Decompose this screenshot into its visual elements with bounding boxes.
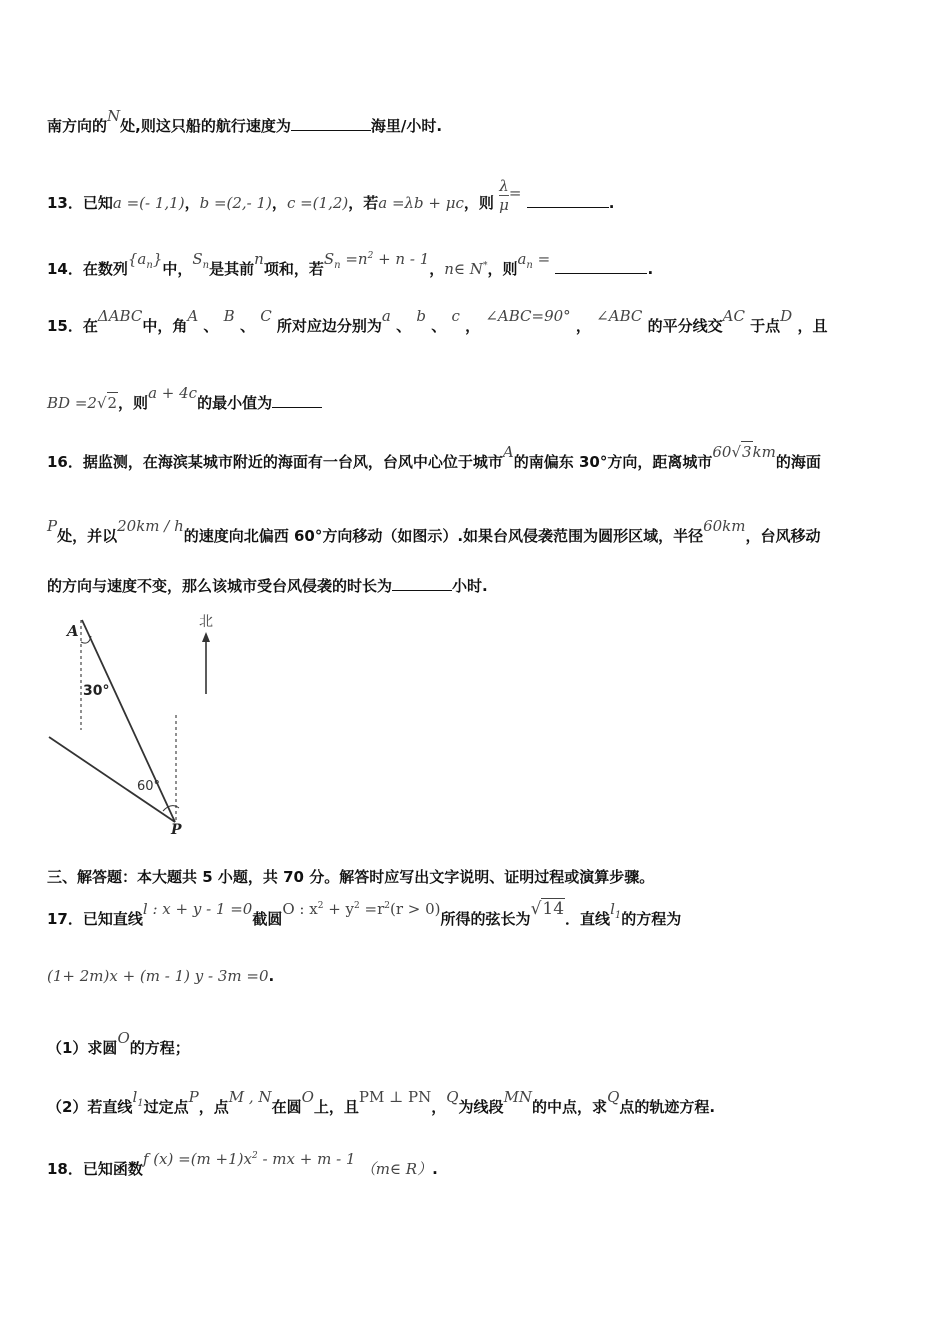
math: PM ⊥ PN	[358, 1088, 432, 1106]
text: 在圆	[271, 1098, 302, 1116]
math: }	[152, 250, 163, 268]
section-3-heading	[47, 867, 654, 887]
math: MN	[503, 1088, 533, 1106]
math: 60km	[703, 517, 746, 535]
text: 于点	[750, 317, 781, 335]
text: ，	[431, 1098, 447, 1116]
text: 的中点，求	[532, 1098, 608, 1116]
superscript: 2	[317, 901, 324, 911]
question-17: 17．已知直线l : x + y - 1 =0截圆O : $x^2 + y^2 =r^2(r > 0)$所得的弦长为√14．直线$l_1$的方程为	[47, 899, 682, 928]
math: M , N	[228, 1088, 272, 1106]
math: (r > 0)	[390, 900, 441, 918]
math: b	[416, 307, 426, 325]
text: .	[608, 194, 615, 212]
text: ，且	[797, 317, 828, 335]
math: Q	[446, 1088, 459, 1106]
math: A	[187, 307, 199, 325]
subscript: 1	[137, 1098, 144, 1109]
math-an	[517, 250, 551, 271]
question-17-part1	[47, 1029, 190, 1058]
math-nN	[444, 260, 487, 278]
math: ∠ABC	[596, 307, 643, 325]
subscript: n	[526, 260, 533, 271]
text: 的海面	[775, 453, 821, 471]
text: 所对应边分别为	[276, 317, 382, 335]
question-17-equation	[47, 966, 274, 986]
section-title: 三、解答题：本大题共 5 小题，共 70 分。解答时应写出文字说明、证明过程或演算步骤。	[47, 868, 655, 886]
label-P: P	[171, 822, 182, 838]
text: 项和，若	[263, 260, 324, 278]
text: ，	[271, 194, 287, 212]
math: c	[451, 307, 460, 325]
label-angle-30: 30°	[83, 683, 110, 699]
question-16-line3	[47, 576, 488, 596]
label-north: 北	[199, 614, 213, 630]
numerator: λ	[499, 177, 509, 195]
math: C	[260, 307, 272, 325]
text: 中，	[162, 260, 193, 278]
math: =r	[359, 900, 385, 918]
question-number: 15．在	[47, 317, 98, 335]
question-number: 17．已知直线	[47, 910, 143, 928]
label-angle-60: 60°	[137, 779, 161, 794]
question-18	[47, 1150, 438, 1179]
math-Sn	[192, 250, 210, 271]
line-ship-speed	[47, 107, 443, 136]
text: .	[647, 260, 654, 278]
question-17-part2	[47, 1088, 716, 1124]
text: 为线段	[458, 1098, 504, 1116]
math: l	[610, 900, 615, 918]
answer-blank	[392, 576, 452, 591]
math: BD =2	[47, 394, 97, 412]
math: （m∈ R）	[360, 1160, 433, 1178]
north-arrowhead	[202, 632, 210, 642]
text: ，	[465, 317, 481, 335]
text: ，	[429, 260, 445, 278]
question-14	[47, 250, 654, 286]
math: A	[502, 443, 514, 461]
question-16	[47, 443, 821, 472]
math: 60	[712, 443, 732, 461]
math: km	[752, 443, 776, 461]
text: 的速度向北偏西 60°方向移动（如图示）.如果台风侵袭范围为圆形区域，半径	[183, 527, 704, 545]
math-N: N	[107, 107, 121, 125]
text: 、	[239, 317, 255, 335]
superscript: 2	[251, 1151, 258, 1161]
math: a =λb + μc	[378, 194, 464, 212]
typhoon-figure	[45, 612, 225, 842]
superscript: *	[482, 261, 488, 271]
math: D	[780, 307, 793, 325]
question-number: （1）求圆	[47, 1039, 118, 1057]
math: n∈ N	[444, 260, 483, 278]
math: n	[254, 250, 264, 268]
answer-blank	[272, 393, 322, 408]
text: 处,则这只船的航行速度为	[120, 117, 291, 135]
text: 过定点	[143, 1098, 189, 1116]
text: ，台风移动	[745, 527, 821, 545]
math-function	[143, 1150, 356, 1168]
math: + y	[323, 900, 355, 918]
math-l1	[132, 1088, 144, 1109]
math-sqrt: 3	[742, 443, 752, 461]
question-16-line2	[47, 517, 821, 546]
math: c =(1,2)	[286, 194, 349, 212]
text: 截圆	[252, 910, 283, 928]
text: 的平分线交	[647, 317, 723, 335]
math: l	[132, 1088, 138, 1106]
text: ，点	[198, 1098, 229, 1116]
text: 的方程为	[621, 910, 682, 928]
math: f (x) =(m +1)x	[142, 1150, 252, 1168]
question-number: （2）若直线	[47, 1098, 133, 1116]
math: (1+ 2m)x + (m - 1) y - 3m =0	[47, 967, 269, 985]
text: 小时.	[452, 577, 488, 595]
math: P	[47, 517, 58, 535]
math: ∠ABC=90°	[485, 307, 571, 325]
question-13	[47, 177, 615, 221]
text: 、	[431, 317, 447, 335]
text: 中，角	[142, 317, 188, 335]
text: 的最小值为	[197, 394, 273, 412]
subscript: n	[202, 260, 210, 271]
text: 是其前	[209, 260, 255, 278]
fraction-lambda-mu	[499, 178, 509, 213]
math: - mx + m - 1	[257, 1150, 356, 1168]
text: ，则	[463, 194, 494, 212]
text: ．直线	[565, 910, 611, 928]
math: a =(- 1,1)	[112, 194, 185, 212]
math-sequence	[127, 250, 163, 271]
text: 海里/小时.	[370, 117, 443, 135]
text: 所得的弦长为	[440, 910, 531, 928]
math-sqrt: 14	[542, 899, 565, 919]
math: O	[301, 1088, 314, 1106]
text: 南方向的	[47, 117, 108, 135]
text: 、	[396, 317, 412, 335]
superscript: 2	[384, 901, 391, 911]
math: S	[192, 250, 203, 268]
math-equation	[323, 250, 430, 271]
math: a	[381, 307, 391, 325]
text: ，则	[118, 394, 149, 412]
math: Q	[607, 1088, 620, 1106]
math-sqrt: 2	[107, 394, 118, 412]
math-circle	[282, 900, 440, 918]
text: 上，且	[313, 1098, 359, 1116]
answer-blank	[291, 116, 371, 131]
text: ，	[184, 194, 200, 212]
subscript: n	[334, 260, 341, 271]
math: O : x	[282, 900, 318, 918]
math: =	[537, 250, 551, 268]
math: 20km / h	[117, 517, 184, 535]
question-15-cont: BD =2√2，则a + 4c的最小值为	[47, 392, 322, 413]
math: =n	[345, 250, 368, 268]
text: 的方向与速度不变，那么该城市受台风侵袭的时长为	[47, 577, 393, 595]
math: S	[323, 250, 335, 268]
math: a	[517, 250, 527, 268]
subscript: 1	[614, 910, 622, 921]
math: AC	[722, 307, 745, 325]
math: P	[188, 1088, 199, 1106]
superscript: 2	[367, 251, 374, 261]
math: b =(2,- 1)	[199, 194, 272, 212]
label-A: A	[67, 622, 79, 640]
math: O	[117, 1029, 130, 1047]
text: 的南偏东 30°方向，距离城市	[513, 453, 713, 471]
subscript: n	[146, 260, 153, 271]
text: .	[268, 967, 275, 985]
question-15	[47, 307, 828, 336]
math: B	[223, 307, 235, 325]
math-distance: 60√3km	[712, 443, 776, 461]
question-number: 16．据监测，在海滨某城市附近的海面有一台风，台风中心位于城市	[47, 453, 503, 471]
answer-blank	[527, 193, 609, 208]
angle-arc-60	[163, 806, 179, 811]
math: + n - 1	[378, 250, 430, 268]
math: l : x + y - 1 =0	[142, 900, 253, 918]
text: 点的轨迹方程.	[619, 1098, 716, 1116]
denominator: μ	[499, 196, 509, 214]
text: ，若	[348, 194, 379, 212]
text: ，则	[487, 260, 518, 278]
text: 、	[203, 317, 219, 335]
math: =	[508, 184, 522, 202]
text: 的方程；	[129, 1039, 190, 1057]
math: ΔABC	[97, 307, 143, 325]
text: 处，并以	[57, 527, 118, 545]
math: a + 4c	[148, 384, 198, 402]
answer-blank	[555, 259, 647, 274]
question-number: 13．已知	[47, 194, 113, 212]
text: ，	[575, 317, 591, 335]
superscript: 2	[354, 901, 360, 911]
math: {a	[127, 250, 147, 268]
question-number: 18．已知函数	[47, 1160, 143, 1178]
question-number: 14．在数列	[47, 260, 128, 278]
math-l1	[610, 900, 622, 921]
text: .	[432, 1160, 438, 1178]
